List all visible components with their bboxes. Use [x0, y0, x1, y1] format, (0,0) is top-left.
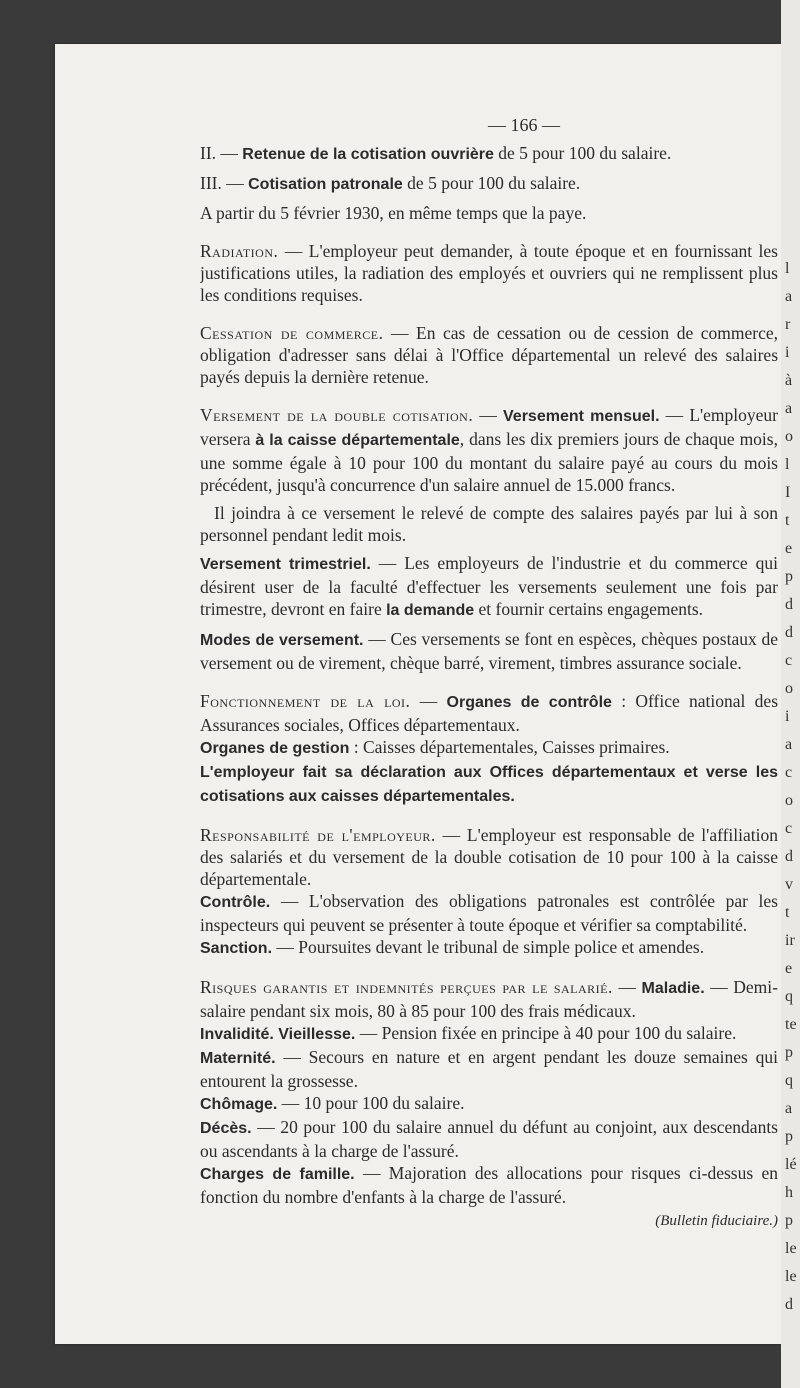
edge-letter: i	[785, 344, 790, 361]
section-heading: Responsabilité de l'employeur.	[200, 825, 436, 845]
edge-letter: e	[785, 960, 793, 977]
versement-trimestriel-paragraph: Versement trimestriel. — Les employeurs de l'industrie et du commerce qui désirent user de la faculté d'effectuer les versements seulement une fois par trimestre, devront en faire la demande et fournir certains engagements.	[200, 553, 778, 619]
edge-letter: d	[785, 848, 793, 865]
edge-letter: d	[785, 1296, 793, 1313]
edge-letter: c	[785, 652, 793, 669]
chomage-paragraph: Chômage. — 10 pour 100 du salaire.	[200, 1093, 465, 1113]
page-number: — 166 —	[488, 115, 560, 135]
edge-letter: i	[785, 708, 790, 725]
edge-letter: r	[785, 316, 791, 333]
edge-letter: l	[785, 260, 790, 277]
edge-letter: e	[785, 540, 793, 557]
sanction-paragraph: Sanction. — Poursuites devant le tribunal de simple police et amendes.	[200, 937, 705, 957]
organes-gestion-paragraph: Organes de gestion : Caisses départementales, Caisses primaires.	[200, 737, 670, 757]
declaration-paragraph: L'employeur fait sa déclaration aux Offices départementaux et verse les cotisations aux caisses départementales.	[200, 764, 778, 805]
adjacent-page-edge	[781, 0, 800, 1388]
edge-letter: l	[785, 456, 790, 473]
edge-letter: a	[785, 736, 793, 753]
edge-letter: p	[785, 1128, 793, 1145]
edge-letter: o	[785, 428, 793, 445]
edge-letter: o	[785, 792, 793, 809]
edge-letter: q	[785, 988, 793, 1005]
edge-letter: c	[785, 820, 793, 837]
edge-letter: a	[785, 1100, 793, 1117]
edge-letter: p	[785, 1044, 793, 1061]
retenue-line: II. — Retenue de la cotisation ouvrière de 5 pour 100 du salaire.	[200, 143, 672, 163]
edge-letter: p	[785, 1212, 793, 1229]
edge-letter: v	[785, 876, 793, 893]
edge-letter: a	[785, 288, 793, 305]
controle-paragraph: Contrôle. — L'observation des obligations patronales est contrôlée par les inspecteurs qui peuvent se présenter à toute époque et vérifier sa comptabilité.	[200, 891, 778, 935]
edge-letter: o	[785, 680, 793, 697]
edge-letter: à	[785, 372, 793, 389]
versement-paragraph: Versement de la double cotisation. — Versement mensuel. — L'employeur versera à la caisse départementale, dans les dix premiers jours de chaque mois, une somme égale à 10 pour 100 du montant du salaire payé au cours du mois précédent, jusqu'à concurrence d'un salaire annuel de 15.000 francs.	[200, 405, 778, 495]
edge-letter: te	[785, 1016, 797, 1033]
section-heading: Fonctionnement de la loi.	[200, 691, 411, 711]
edge-letter: le	[785, 1268, 797, 1285]
source-citation: (Bulletin fiduciaire.)	[655, 1213, 778, 1229]
responsabilite-paragraph: Responsabilité de l'employeur. — L'employeur est responsable de l'affiliation des salariés et du versement de la double cotisation de 10 pour 100 à la caisse départementale.	[200, 825, 778, 889]
maternite-paragraph: Maternité. — Secours en nature et en argent pendant les douze semaines qui entourent la grossesse.	[200, 1047, 778, 1091]
edge-letter: d	[785, 596, 793, 613]
section-heading: Radiation.	[200, 241, 279, 261]
deces-paragraph: Décès. — 20 pour 100 du salaire annuel du défunt au conjoint, aux descendants ou ascendants à la charge de l'assuré.	[200, 1117, 778, 1161]
edge-letter: t	[785, 904, 790, 921]
edge-letter: a	[785, 400, 793, 417]
risques-paragraph: Risques garantis et indemnités perçues par le salarié. — Maladie. — Demi-salaire pendant six mois, 80 à 85 pour 100 des frais médicaux.	[200, 977, 778, 1021]
edge-letter: d	[785, 624, 793, 641]
invalidite-paragraph: Invalidité. Vieillesse. — Pension fixée en principe à 40 pour 100 du salaire.	[200, 1023, 737, 1043]
section-heading: Versement de la double cotisation.	[200, 405, 474, 425]
page-body	[200, 100, 778, 1310]
radiation-paragraph: Radiation. — L'employeur peut demander, à toute époque et en fournissant les justifications utiles, la radiation des employés et ouvriers qui ne remplissent plus les conditions requises.	[200, 241, 778, 305]
cotisation-patronale-line: III. — Cotisation patronale de 5 pour 100 du salaire.	[200, 173, 581, 193]
edge-letter: lé	[785, 1156, 797, 1173]
edge-letter: c	[785, 764, 793, 781]
edge-letter: p	[785, 568, 793, 585]
releve-paragraph: Il joindra à ce versement le relevé de compte des salaires payés par lui à son personnel pendant ledit mois.	[200, 503, 778, 545]
section-heading: Risques garantis et indemnités perçues par le salarié.	[200, 977, 613, 997]
date-line: A partir du 5 février 1930, en même temps que la paye.	[200, 203, 587, 223]
modes-versement-paragraph: Modes de versement. — Ces versements se font en espèces, chèques postaux de versement ou de virement, chèque barré, virement, timbres assurance sociale.	[200, 629, 778, 673]
edge-letter: le	[785, 1240, 797, 1257]
charges-famille-paragraph: Charges de famille. — Majoration des allocations pour risques ci-dessus en fonction du nombre d'enfants à la charge de l'assuré.	[200, 1163, 778, 1207]
fonctionnement-paragraph: Fonctionnement de la loi. — Organes de contrôle : Office national des Assurances sociales, Offices départementaux.	[200, 691, 778, 735]
section-heading: Cessation de commerce.	[200, 323, 384, 343]
edge-letter: h	[785, 1184, 793, 1201]
cessation-paragraph: Cessation de commerce. — En cas de cessation ou de cession de commerce, obligation d'adresser sans délai à l'Office départemental un relevé des salaires payés depuis la dernière retenue.	[200, 323, 778, 387]
edge-letter: I	[785, 484, 791, 501]
edge-letter: q	[785, 1072, 793, 1089]
edge-letter: t	[785, 512, 790, 529]
edge-letter: ir	[785, 932, 795, 949]
